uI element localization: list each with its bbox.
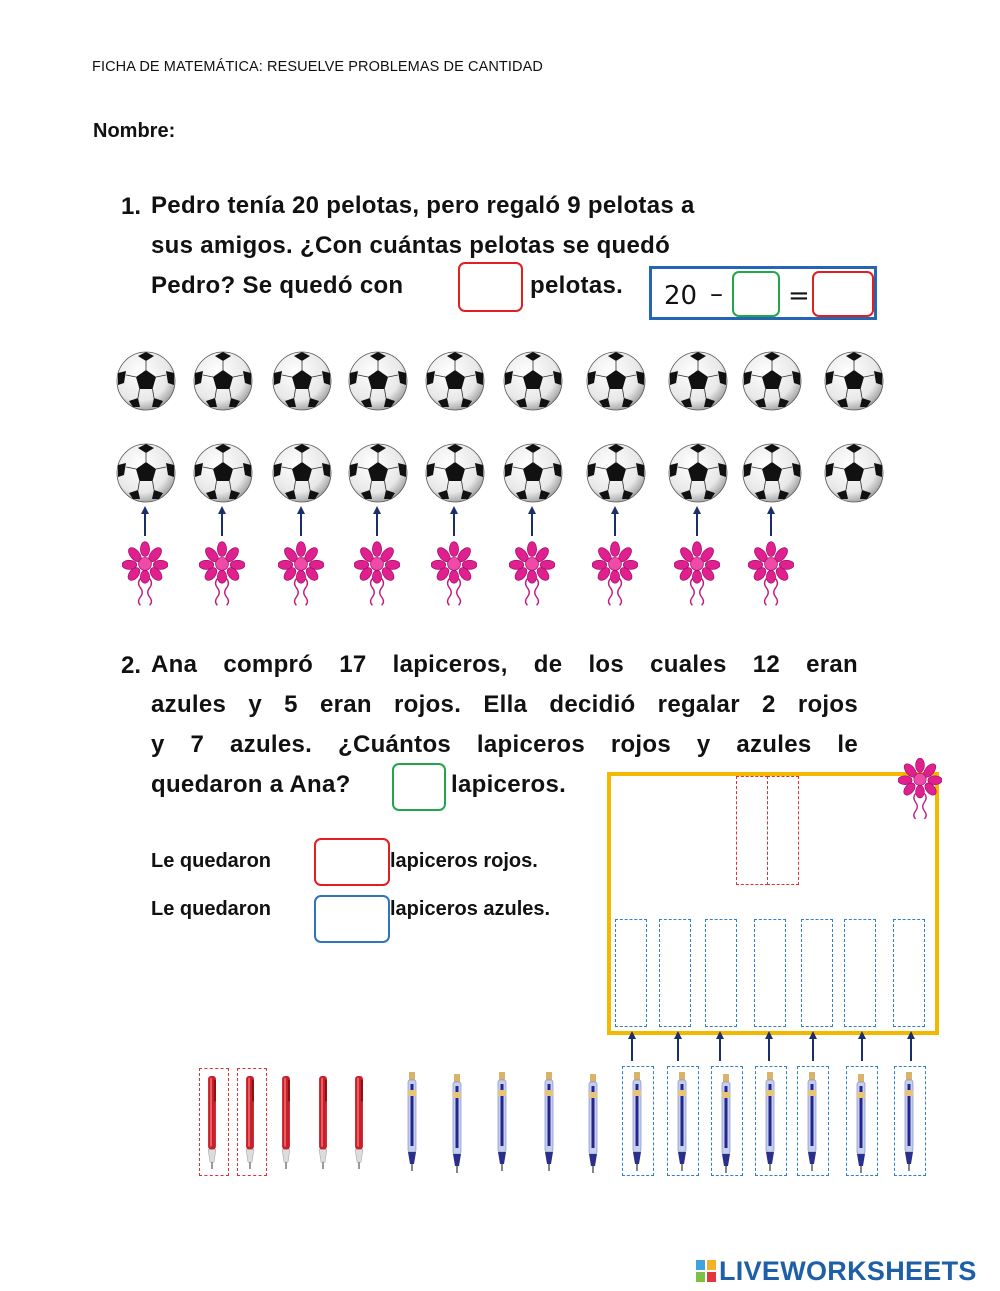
red-pens-label-after: lapiceros rojos. xyxy=(390,850,538,872)
gift-bow-icon xyxy=(592,540,638,608)
blue-pen-icon xyxy=(719,1074,733,1174)
gift-bow-icon xyxy=(354,540,400,608)
arrow-up-icon xyxy=(715,1031,725,1061)
blue-pen-icon xyxy=(902,1072,916,1172)
arrow-up-icon xyxy=(857,1031,867,1061)
arrow-up-icon xyxy=(527,506,537,536)
arrow-up-icon xyxy=(372,506,382,536)
blue-pen-icon xyxy=(805,1072,819,1172)
problem-1-number: 1. xyxy=(121,193,142,220)
equation-minus: – xyxy=(710,279,723,309)
soccer-ball-icon xyxy=(116,351,176,411)
problem-1-line-1: Pedro tenía 20 pelotas, pero regaló 9 pelotas a xyxy=(151,192,695,219)
problem-2-line-2: azules y 5 eran rojos. Ella decidió regalar 2 rojos xyxy=(151,691,858,718)
arrow-up-icon xyxy=(808,1031,818,1061)
equation-equals: = xyxy=(788,281,810,311)
logo-mark-icon xyxy=(696,1258,716,1280)
soccer-ball-icon xyxy=(348,443,408,503)
name-label: Nombre: xyxy=(93,120,176,142)
gifted-blue-slot xyxy=(754,919,786,1027)
blue-pen-icon xyxy=(854,1074,868,1174)
gifted-blue-slot xyxy=(615,919,647,1027)
equation-subtrahend-box[interactable] xyxy=(732,271,780,317)
problem-2-number: 2. xyxy=(121,652,142,679)
soccer-ball-icon xyxy=(348,351,408,411)
arrow-up-icon xyxy=(627,1031,637,1061)
equation-result-box[interactable] xyxy=(812,271,874,317)
gifted-red-slot xyxy=(767,776,799,885)
problem-1-line-3-before: Pedro? Se quedó con xyxy=(151,272,404,299)
arrow-up-icon xyxy=(906,1031,916,1061)
soccer-ball-icon xyxy=(668,351,728,411)
blue-pen-icon xyxy=(405,1072,419,1172)
soccer-ball-icon xyxy=(193,351,253,411)
arrow-up-icon xyxy=(296,506,306,536)
answer-box-red-pens[interactable] xyxy=(314,838,390,886)
soccer-ball-icon xyxy=(503,351,563,411)
problem-1-line-3-after: pelotas. xyxy=(530,272,624,299)
worksheet-header: FICHA DE MATEMÁTICA: RESUELVE PROBLEMAS DE CANTIDAD xyxy=(92,59,543,75)
answer-box-blue-pens[interactable] xyxy=(314,895,390,943)
soccer-ball-icon xyxy=(425,351,485,411)
soccer-ball-icon xyxy=(824,351,884,411)
arrow-up-icon xyxy=(449,506,459,536)
problem-2-line-3: y 7 azules. ¿Cuántos lapiceros rojos y azules le xyxy=(151,731,858,758)
gifted-blue-slot xyxy=(659,919,691,1027)
blue-pen-icon xyxy=(450,1074,464,1174)
gifted-blue-slot xyxy=(893,919,925,1027)
arrow-up-icon xyxy=(610,506,620,536)
liveworksheets-logo xyxy=(696,1256,977,1287)
soccer-ball-icon xyxy=(668,443,728,503)
soccer-ball-icon xyxy=(742,443,802,503)
blue-pen-icon xyxy=(675,1072,689,1172)
gifted-blue-slot xyxy=(801,919,833,1027)
gifted-red-slot xyxy=(736,776,768,885)
red-pens-label-before: Le quedaron xyxy=(151,850,272,872)
arrow-up-icon xyxy=(140,506,150,536)
red-pen-icon xyxy=(205,1074,219,1172)
answer-box-balls-left[interactable] xyxy=(458,262,523,312)
red-pen-icon xyxy=(279,1074,293,1172)
gift-bow-icon xyxy=(431,540,477,608)
gift-bow-icon xyxy=(674,540,720,608)
blue-pens-label-after: lapiceros azules. xyxy=(390,898,551,920)
soccer-ball-icon xyxy=(742,351,802,411)
gift-bow-icon xyxy=(898,755,942,823)
blue-pens-label-before: Le quedaron xyxy=(151,898,272,920)
gift-bow-icon xyxy=(122,540,168,608)
blue-pen-icon xyxy=(586,1074,600,1174)
problem-2-line-4-after: lapiceros. xyxy=(451,771,567,798)
blue-pen-icon xyxy=(630,1072,644,1172)
red-pen-icon xyxy=(352,1074,366,1172)
arrow-up-icon xyxy=(766,506,776,536)
equation-minuend: 20 xyxy=(664,281,698,311)
gift-bow-icon xyxy=(199,540,245,608)
problem-2-line-1: Ana compró 17 lapiceros, de los cuales 12 eran xyxy=(151,651,858,678)
soccer-ball-icon xyxy=(586,351,646,411)
problem-1-line-2: sus amigos. ¿Con cuántas pelotas se quedó xyxy=(151,232,671,259)
blue-pen-icon xyxy=(542,1072,556,1172)
soccer-ball-icon xyxy=(272,351,332,411)
soccer-ball-icon xyxy=(425,443,485,503)
soccer-ball-icon xyxy=(586,443,646,503)
arrow-up-icon xyxy=(217,506,227,536)
soccer-ball-icon xyxy=(824,443,884,503)
gifted-blue-slot xyxy=(705,919,737,1027)
soccer-ball-icon xyxy=(272,443,332,503)
equation-panel xyxy=(649,266,877,320)
problem-2-line-4-before: quedaron a Ana? xyxy=(151,771,351,798)
red-pen-icon xyxy=(243,1074,257,1172)
gift-bow-icon xyxy=(278,540,324,608)
logo-text: LIVEWORKSHEETS xyxy=(719,1256,977,1286)
answer-box-total-pens[interactable] xyxy=(392,763,446,811)
gift-bow-icon xyxy=(509,540,555,608)
soccer-ball-icon xyxy=(116,443,176,503)
soccer-ball-icon xyxy=(193,443,253,503)
blue-pen-icon xyxy=(495,1072,509,1172)
blue-pen-icon xyxy=(763,1072,777,1172)
arrow-up-icon xyxy=(692,506,702,536)
arrow-up-icon xyxy=(764,1031,774,1061)
gift-bow-icon xyxy=(748,540,794,608)
soccer-ball-icon xyxy=(503,443,563,503)
gifted-blue-slot xyxy=(844,919,876,1027)
red-pen-icon xyxy=(316,1074,330,1172)
arrow-up-icon xyxy=(673,1031,683,1061)
